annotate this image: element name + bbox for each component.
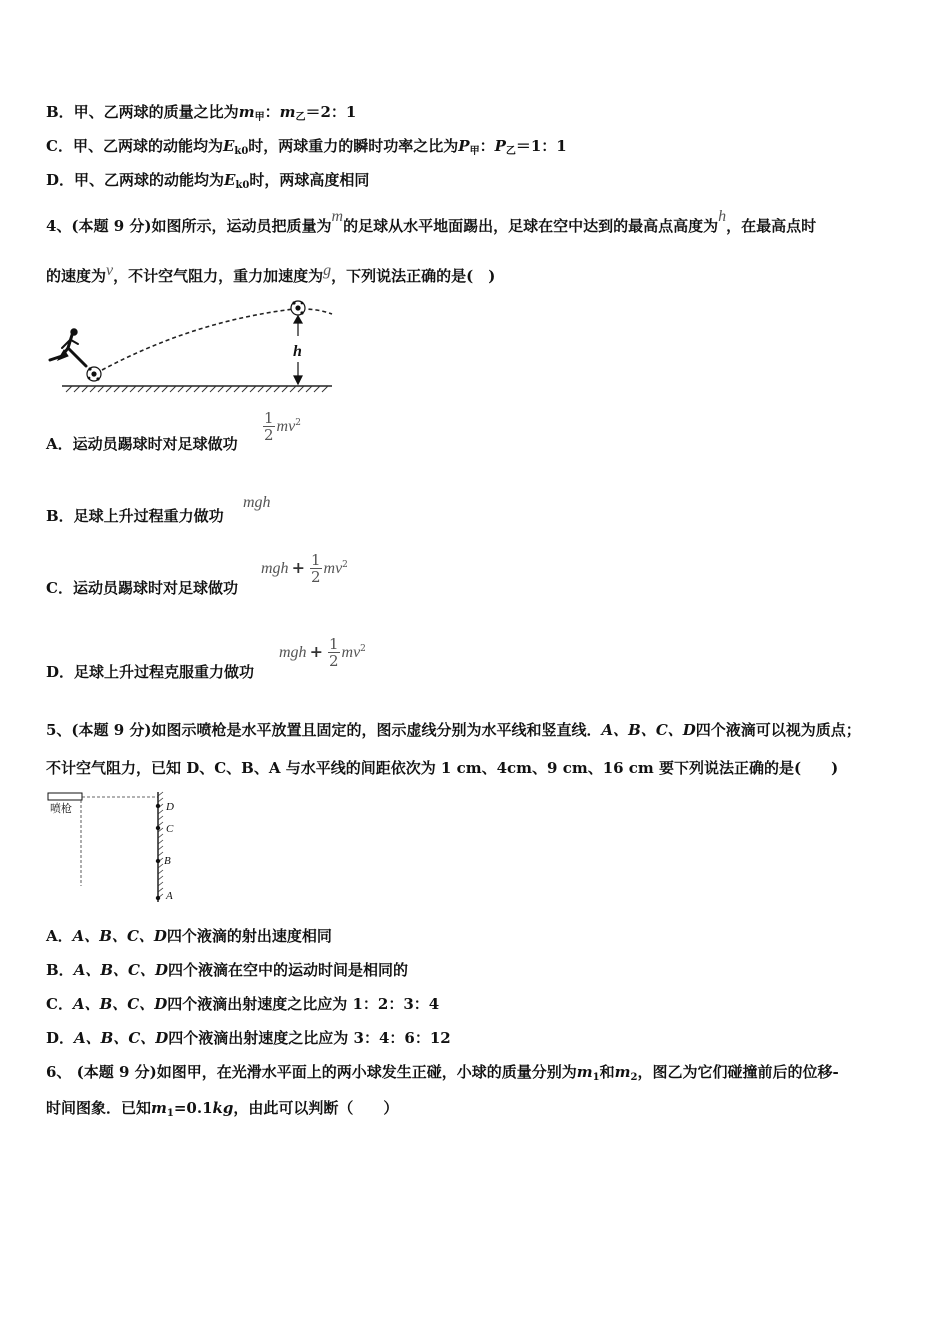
q4-option-a: A．运动员踢球时对足球做功 xyxy=(46,435,238,453)
q4-option-d-formula: mgh + $\frac{1}{2}$ $mv^2$ xyxy=(279,635,366,670)
q5-option-d: D．A、B、C、D四个液滴出射速度之比应为 3：4：6：12 xyxy=(46,1029,451,1047)
point-label-b: B xyxy=(164,855,171,867)
ball-at-ground xyxy=(87,367,101,381)
q5-stem-line2: 不计空气阻力，已知 D、C、B、A 与水平线的间距依次为 1 cm、4cm、9 cm、16 cm 要下列说法正确的是( ) xyxy=(46,759,839,777)
q4-option-a-formula: $\frac{1}{2}$ $mv^2$ xyxy=(264,409,301,444)
point-label-c: C xyxy=(166,823,174,835)
q5-stem-line1: 5、(本题 9 分)如图示喷枪是水平放置且固定的，图示虚线分别为水平线和竖直线．A、B、C、D四个液滴可以视为质点； xyxy=(46,721,861,739)
q4-option-d: D．足球上升过程克服重力做功 xyxy=(46,663,255,681)
q4-option-c: C．运动员踢球时对足球做功 xyxy=(46,579,238,597)
q5-spray-gun-figure xyxy=(44,788,194,908)
player-figure xyxy=(50,329,86,366)
ball-at-top xyxy=(291,301,305,315)
q4-football-figure xyxy=(44,296,344,396)
spray-gun-box xyxy=(48,793,82,800)
q4-stem-line2: 的速度为v，不计空气阻力，重力加速度为g，下列说法正确的是( ) xyxy=(46,262,496,285)
q5-option-c: C．A、B、C、D四个液滴出射速度之比应为 1：2：3：4 xyxy=(46,995,440,1013)
q6-stem-line1: 6、 (本题 9 分)如图甲，在光滑水平面上的两小球发生正碰，小球的质量分别为$m_1$和$m_2$，图乙为它们碰撞前后的位移- xyxy=(46,1063,839,1083)
q3-option-b: B．甲、乙两球的质量之比为$m_甲$：$m_乙=2$：1 xyxy=(46,103,357,123)
q5-option-b: B．A、B、C、D四个液滴在空中的运动时间是相同的 xyxy=(46,961,408,979)
ground-hatch xyxy=(62,386,332,392)
q5-option-a: A．A、B、C、D四个液滴的射出速度相同 xyxy=(46,927,332,945)
height-label: h xyxy=(293,343,302,360)
spray-gun-label: 喷枪 xyxy=(50,802,72,815)
q6-stem-line2: 时间图象．已知$m_1=0.1kg$，由此可以判断（ ） xyxy=(46,1099,399,1119)
q4-option-c-formula: mgh + $\frac{1}{2}$ $mv^2$ xyxy=(261,551,348,586)
q3-option-c: C．甲、乙两球的动能均为$E_{k0}$时，两球重力的瞬时功率之比为$P_甲$：$P_乙=1$：1 xyxy=(46,137,567,157)
q4-stem-line1: 4、(本题 9 分)如图所示，运动员把质量为m的足球从水平地面踢出，足球在空中达到的最高点高度为h，在最高点时 xyxy=(46,208,817,235)
point-label-a: A xyxy=(166,890,173,902)
q4-option-b: B．足球上升过程重力做功 xyxy=(46,507,224,525)
point-label-d: D xyxy=(166,801,174,813)
q4-option-b-formula: mgh xyxy=(243,494,271,511)
q3-option-d: D．甲、乙两球的动能均为$E_{k0}$时，两球高度相同 xyxy=(46,171,370,191)
